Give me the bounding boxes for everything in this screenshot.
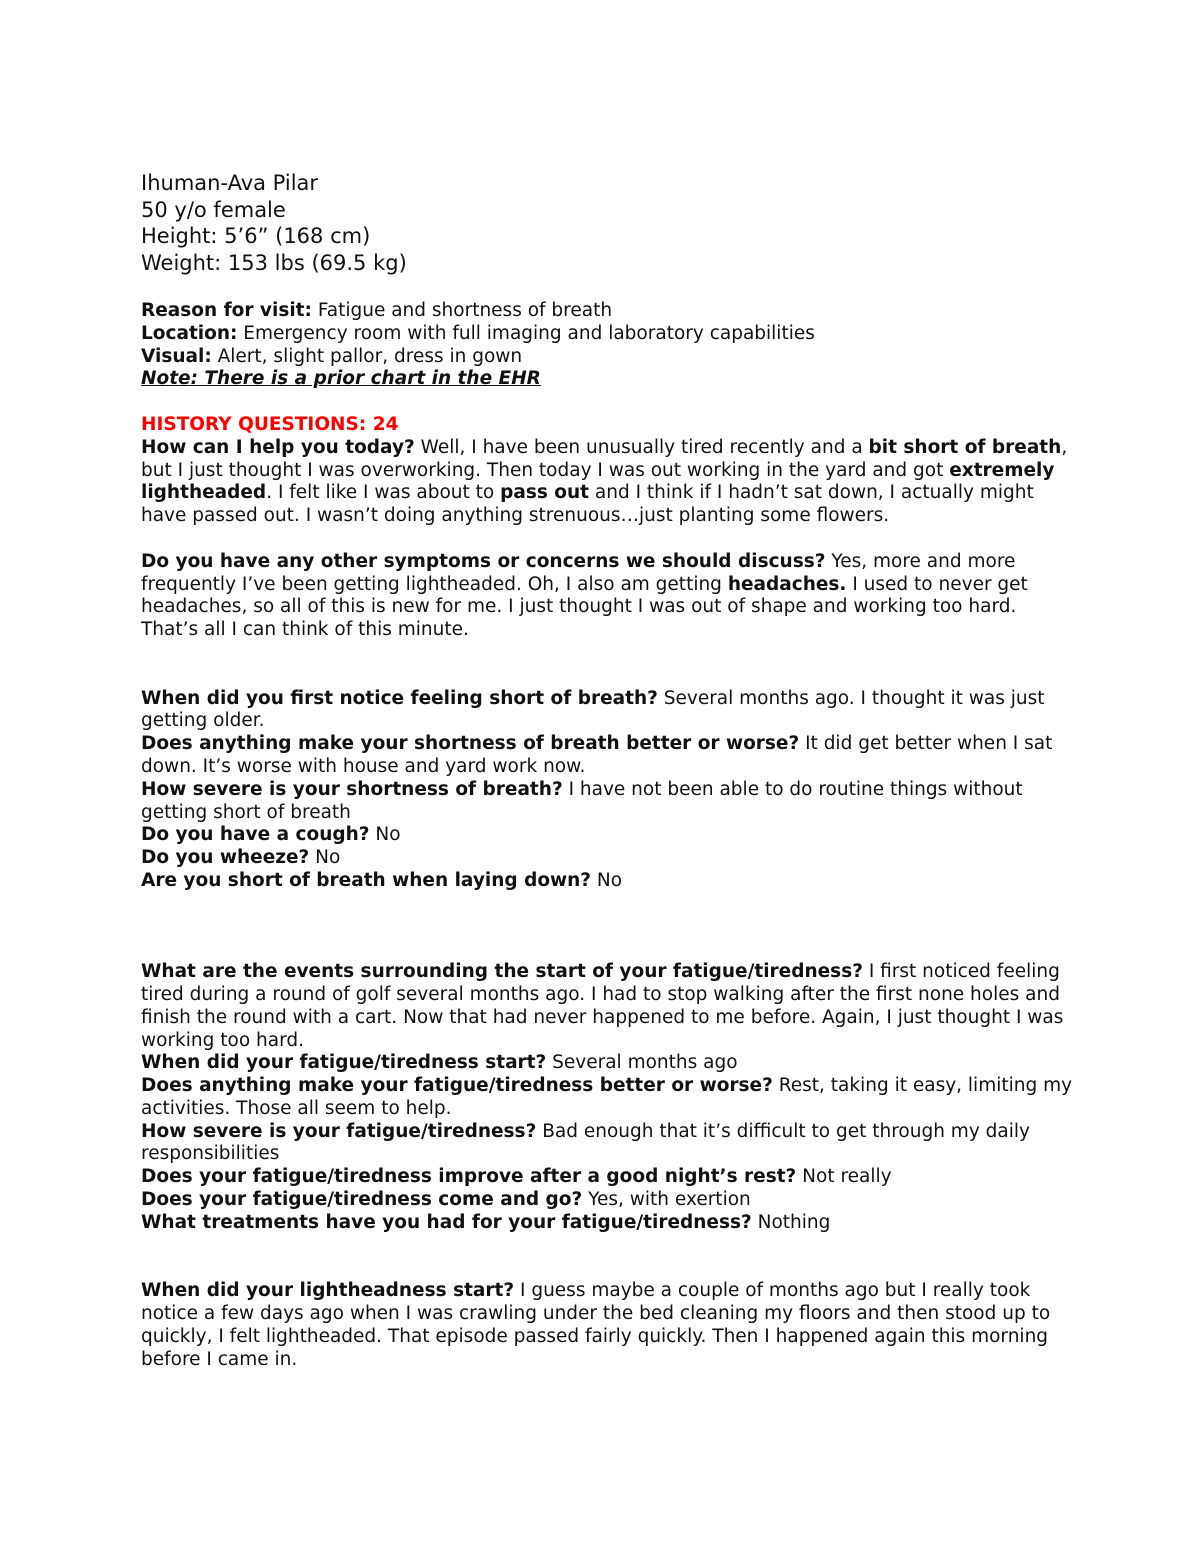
qa-item (141, 1189, 1076, 1212)
qa-item (141, 1075, 1076, 1121)
question: What are the events surrounding the start of your fatigue/tiredness? (141, 961, 863, 983)
history-section (141, 414, 1076, 1371)
reason-value: Fatigue and shortness of breath (311, 300, 613, 321)
question: Do you have a cough? (141, 824, 370, 846)
question: Does anything make your shortness of breath better or worse? (141, 733, 800, 755)
answer-part: I used to never get headaches, so all of this is new for me. I just thought I was out of shape and working too hard. That’s all I can think of this minute. (141, 573, 1028, 641)
answer: I guess maybe a couple of months ago but I really took notice a few days ago when I was crawling under the bed cleaning my floors and then stood up to quickly, I felt lightheaded. That episode passed fairly quickly. Then I happened again this morning before I came in. (141, 1280, 1051, 1370)
sob-questions (141, 688, 1076, 893)
answer: Nothing (751, 1211, 831, 1233)
answer-emphasis: bit short of breath (868, 436, 1062, 458)
location-line (141, 323, 1076, 346)
answer: Rest, taking it easy, limiting my activities. Those all seem to help. (141, 1075, 1073, 1119)
answer: Not really (796, 1166, 892, 1188)
lightheaded-questions (141, 1280, 1076, 1371)
qa-item (141, 1166, 1076, 1189)
visit-info (141, 300, 1076, 391)
question: Does your fatigue/tiredness come and go? (141, 1189, 583, 1211)
patient-weight: Weight: 153 lbs (69.5 kg) (141, 250, 407, 275)
qa-other-symptoms (141, 551, 1076, 642)
answer-part: Well, I have been unusually tired recently and a (414, 436, 869, 458)
qa-item (141, 733, 1076, 779)
answer: Yes, with exertion (582, 1189, 751, 1211)
reason-line (141, 300, 1076, 323)
question: Does your fatigue/tiredness improve after a good night’s rest? (141, 1166, 797, 1188)
answer: Bad enough that it’s difficult to get through my daily responsibilities (141, 1120, 1030, 1165)
qa-item (141, 870, 1076, 893)
question: Do you wheeze? (141, 847, 310, 869)
history-heading: HISTORY QUESTIONS: 24 (141, 413, 399, 435)
answer: I have not been able to do routine things without getting short of breath (141, 778, 1023, 823)
answer-emphasis: pass out (500, 482, 590, 504)
location-value: Emergency room with full imaging and laboratory capabilities (237, 322, 815, 344)
qa-item (141, 1121, 1076, 1167)
note-text: Note: There is a prior chart in the EHR (141, 368, 541, 390)
answer: No (369, 824, 401, 846)
question: When did your lightheadness start? (141, 1280, 515, 1302)
patient-age-sex: 50 y/o female (141, 197, 286, 222)
question: When did you first notice feeling short of breath? (141, 687, 658, 709)
question: When did your fatigue/tiredness start? (141, 1052, 547, 1074)
location-label: Location: (141, 322, 238, 344)
answer-part: . I felt like I was about to (266, 482, 501, 504)
answer: It did get better when I sat down. It’s worse with house and yard work now. (141, 733, 1053, 777)
qa-item (141, 847, 1076, 870)
qa-item (141, 779, 1076, 825)
question: How severe is your shortness of breath? (141, 778, 563, 800)
prior-chart-note (141, 368, 1076, 391)
question: Are you short of breath when laying down? (141, 869, 592, 891)
answer: No (309, 847, 341, 869)
patient-header (141, 170, 1076, 276)
qa-item (141, 1280, 1076, 1371)
qa-item (141, 1212, 1076, 1235)
answer-part: , but I just thought I was overworking. Then today I was out working in the yard and got (141, 436, 1068, 481)
fatigue-questions (141, 961, 1076, 1235)
visual-line (141, 346, 1076, 369)
qa-help-today (141, 437, 1076, 528)
answer-part: Yes, more and more frequently I’ve been getting lightheaded. Oh, I also am getting (141, 550, 1016, 595)
answer: Several months ago. I thought it was just getting older. (141, 687, 1045, 732)
visual-label: Visual: (141, 345, 212, 367)
answer-emphasis: extremely lightheaded (141, 459, 1055, 504)
qa-item (141, 1052, 1076, 1075)
question: How severe is your fatigue/tiredness? (141, 1120, 537, 1142)
answer: Several months ago (546, 1052, 738, 1074)
question: Does anything make your fatigue/tiredness better or worse? (141, 1075, 773, 1097)
document-content (141, 170, 1076, 1371)
question: How can I help you today? (141, 436, 415, 458)
question: What treatments have you had for your fatigue/tiredness? (141, 1211, 752, 1233)
qa-item (141, 824, 1076, 847)
visual-value: Alert, slight pallor, dress in gown (211, 345, 523, 367)
qa-item (141, 961, 1076, 1052)
answer-emphasis: headaches. (727, 573, 847, 595)
qa-item (141, 688, 1076, 734)
answer: No (591, 869, 623, 891)
answer: I first noticed feeling tired during a round of golf several months ago. I had to stop walking after the first none holes and finish the round with a cart. Now that had never happened to me before. Again, I just thought I was working too hard. (141, 961, 1064, 1051)
question: Do you have any other symptoms or concerns we should discuss? (141, 550, 826, 572)
patient-name: Ihuman-Ava Pilar (141, 171, 319, 195)
patient-height: Height: 5’6” (168 cm) (141, 224, 371, 248)
answer-part: and I think if I hadn’t sat down, I actually might have passed out. I wasn’t doing anything strenuous…just planting some flowers. (141, 482, 1034, 527)
reason-label: Reason for visit: (141, 300, 312, 321)
